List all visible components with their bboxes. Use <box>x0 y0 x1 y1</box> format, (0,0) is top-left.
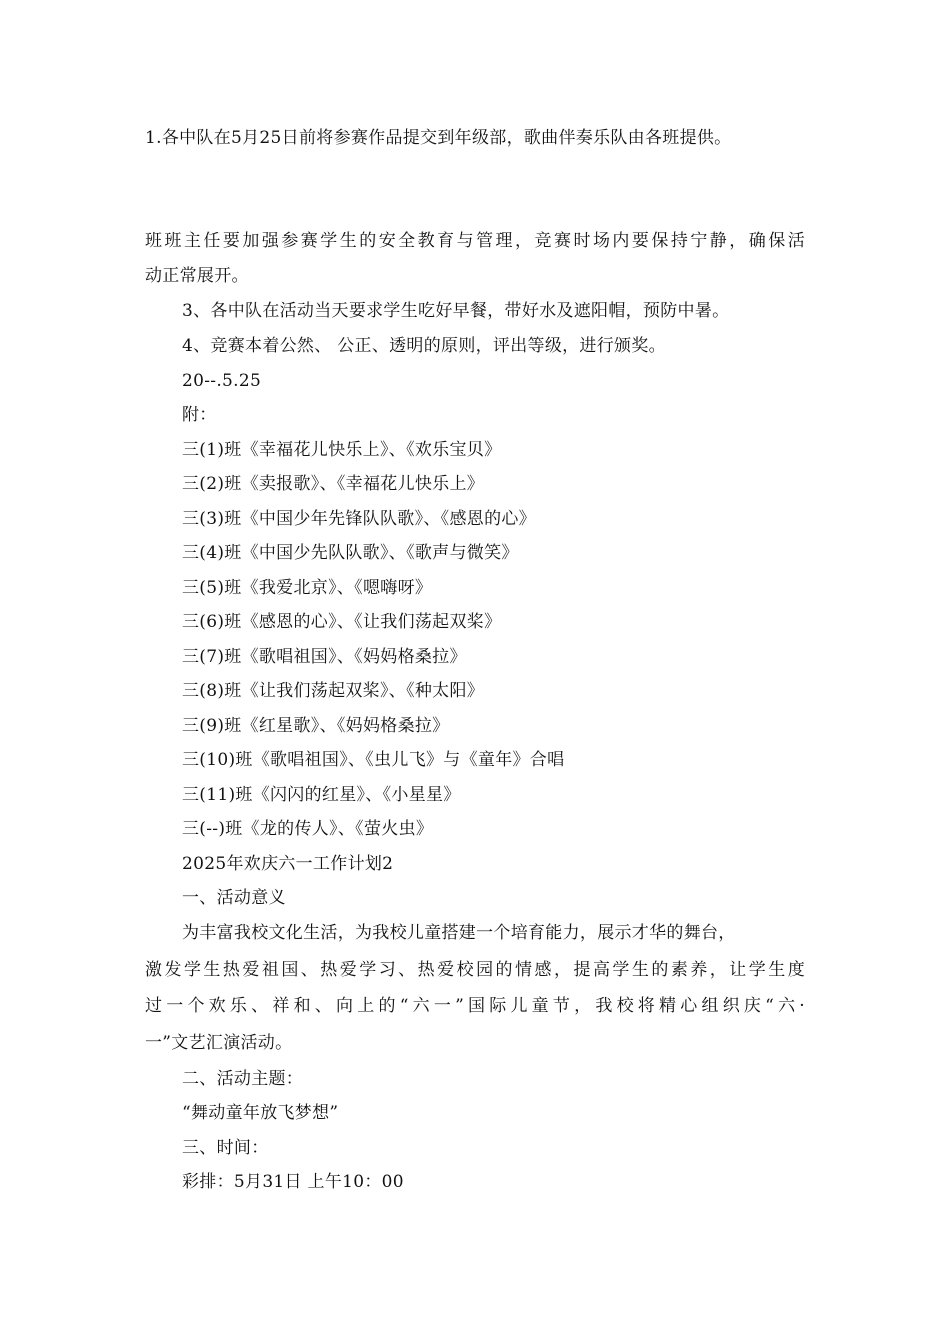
list-item: 三(10)班《歌唱祖国》、《虫儿飞》与《童年》合唱 <box>182 750 565 770</box>
paragraph-line: 动正常展开。 <box>145 266 249 286</box>
list-item: 三(3)班《中国少年先锋队队歌》、《感恩的心》 <box>182 509 536 529</box>
paragraph-line: 一”文艺汇演活动。 <box>145 1033 293 1053</box>
section-heading: 一、活动意义 <box>182 888 286 908</box>
section-heading: 三、时间： <box>182 1138 269 1158</box>
paragraph-line: 为丰富我校文化生活，为我校儿童搭建一个培育能力，展示才华的舞台， <box>182 923 736 943</box>
paragraph-line: 过一个欢乐、祥和、向上的“六一”国际儿童节，我校将精心组织庆“六· <box>145 996 805 1016</box>
list-item: 三(2)班《卖报歌》、《幸福花儿快乐上》 <box>182 474 485 494</box>
list-item: 三(4)班《中国少先队队歌》、《歌声与微笑》 <box>182 543 519 563</box>
paragraph-line: 3、各中队在活动当天要求学生吃好早餐，带好水及遮阳帽，预防中暑。 <box>182 301 730 321</box>
paragraph-line: 1.各中队在5月25日前将参赛作品提交到年级部，歌曲伴奏乐队由各班提供。 <box>145 128 732 148</box>
list-item: 三(--)班《龙的传人》、《萤火虫》 <box>182 819 434 839</box>
section-title: 2025年欢庆六一工作计划2 <box>182 854 394 874</box>
list-item: 三(1)班《幸福花儿快乐上》、《欢乐宝贝》 <box>182 440 502 460</box>
paragraph-line: 4、竞赛本着公然、 公正、透明的原则，评出等级，进行颁奖。 <box>182 336 666 356</box>
appendix-heading: 附： <box>182 405 217 425</box>
list-item: 三(7)班《歌唱祖国》、《妈妈格桑拉》 <box>182 647 467 667</box>
paragraph-line: 激发学生热爱祖国、热爱学习、热爱校园的情感，提高学生的素养，让学生度 <box>145 960 805 980</box>
section-heading: 二、活动主题： <box>182 1069 304 1089</box>
list-item: 三(8)班《让我们荡起双桨》、《种太阳》 <box>182 681 485 701</box>
list-item: 三(6)班《感恩的心》、《让我们荡起双桨》 <box>182 612 502 632</box>
list-item: 三(9)班《红星歌》、《妈妈格桑拉》 <box>182 716 450 736</box>
paragraph-line: 班班主任要加强参赛学生的安全教育与管理，竞赛时场内要保持宁静，确保活 <box>145 231 805 251</box>
theme-line: “舞动童年放飞梦想” <box>182 1103 339 1123</box>
list-item: 三(11)班《闪闪的红星》、《小星星》 <box>182 785 461 805</box>
date-line: 20--.5.25 <box>182 371 262 391</box>
schedule-line: 彩排：5月31日 上午10：00 <box>182 1172 404 1192</box>
list-item: 三(5)班《我爱北京》、《嗯嗨呀》 <box>182 578 433 598</box>
